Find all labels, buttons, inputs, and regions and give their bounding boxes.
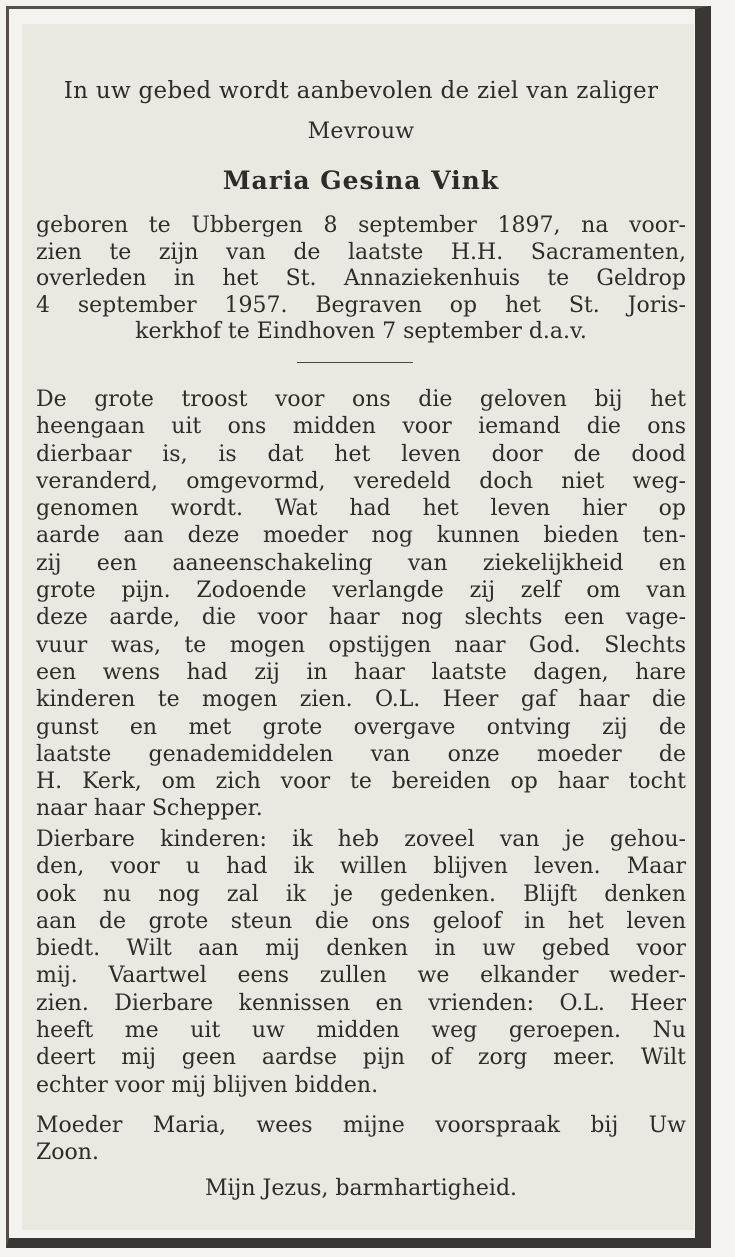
separator-rule	[297, 362, 413, 363]
bio-line: kerkhof te Eindhoven 7 september d.a.v.	[135, 319, 587, 344]
text-line: een wens had zij in haar laatste dagen, hare	[36, 659, 686, 685]
text-line: mij. Vaartwel eens zullen we elkander weder-	[36, 963, 686, 989]
text-line: Zoon.	[36, 1140, 99, 1166]
text-line: dierbaar is, is dat het leven door de dood	[36, 441, 686, 467]
text-line: gunst en met grote overgave ontving zij de	[36, 714, 686, 740]
paragraph-consolation	[36, 386, 686, 823]
text-line: genomen wordt. Wat had het leven hier op	[36, 496, 686, 522]
text-line: zij een aaneenschakeling van ziekelijkheid en	[36, 550, 686, 576]
text-line: biedt. Wilt aan mij denken in uw gebed voor	[36, 936, 686, 962]
text-line: heeft me uit uw midden weg geroepen. Nu	[36, 1018, 686, 1044]
text-line: kinderen te mogen zien. O.L. Heer gaf haar die	[36, 687, 686, 713]
closing-invocation: Mijn Jezus, barmhartigheid.	[204, 1176, 518, 1201]
paragraph-farewell	[36, 826, 686, 1099]
bio-line: overleden in het St. Annaziekenhuis te Geldrop	[36, 266, 686, 291]
text-line: veranderd, omgevormd, veredeld doch niet weg-	[36, 468, 686, 494]
deceased-name: Maria Gesina Vink	[222, 166, 500, 195]
text-line: deert mij geen aardse pijn of zorg meer. Wilt	[36, 1045, 686, 1071]
paragraph-prayer	[36, 1112, 686, 1167]
text-line: laatste genademiddelen van onze moeder de	[36, 741, 686, 767]
text-line: ook nu nog zal ik je gedenken. Blijft denken	[36, 881, 686, 907]
text-line: echter voor mij blijven bidden.	[36, 1072, 379, 1098]
text-line: aarde aan deze moeder nog kunnen bieden ten-	[36, 523, 686, 549]
text-line: aan de grote steun die ons geloof in het leven	[36, 908, 686, 934]
bio-line: zien te zijn van de laatste H.H. Sacramenten,	[36, 239, 686, 265]
biography-block	[36, 213, 686, 346]
text-line: Dierbare kinderen: ik heb zoveel van je gehou-	[36, 827, 686, 852]
text-line: Moeder Maria, wees mijne voorspraak bij Uw	[36, 1113, 686, 1138]
intro-line: In uw gebed wordt aanbevolen de ziel van zaliger	[63, 78, 659, 104]
text-line: H. Kerk, om zich voor te bereiden op haar tocht	[36, 769, 686, 795]
text-line: vuur was, te mogen opstijgen naar God. Slechts	[36, 632, 686, 658]
honorific: Mevrouw	[307, 119, 415, 144]
text-line: De grote troost voor ons die geloven bij het	[36, 387, 686, 412]
text-line: zien. Dierbare kennissen en vrienden: O.L. Heer	[36, 990, 686, 1016]
text-line: heengaan uit ons midden voor iemand die ons	[36, 414, 686, 440]
text-line: den, voor u had ik willen blijven leven. Maar	[36, 854, 686, 880]
bio-line: 4 september 1957. Begraven op het St. Joris-	[36, 292, 686, 318]
text-line: naar haar Schepper.	[36, 796, 263, 822]
text-line: grote pijn. Zodoende verlangde zij zelf om van	[36, 578, 686, 604]
bio-line: geboren te Ubbergen 8 september 1897, na voor-	[36, 213, 686, 238]
text-line: deze aarde, die voor haar nog slechts een vage-	[36, 605, 686, 631]
